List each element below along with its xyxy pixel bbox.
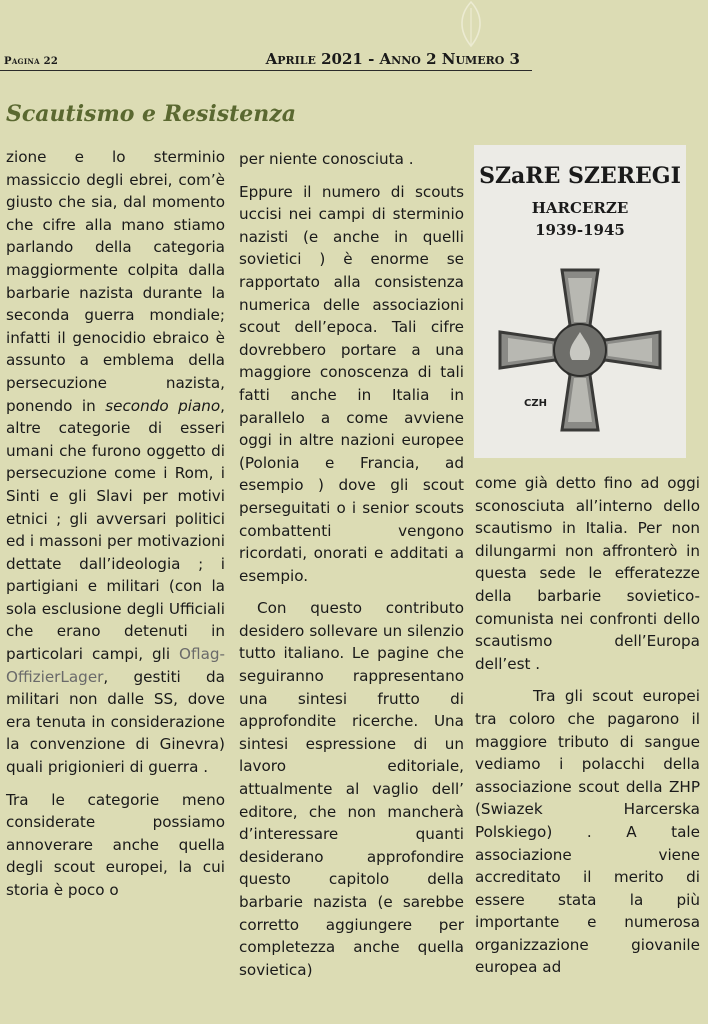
- paragraph: Tra le categorie meno considerate possiamo annoverare anche quella degli scout europei, la cui storia è poco o: [6, 790, 225, 899]
- text-column-1: [6, 146, 225, 902]
- page-header: [0, 48, 532, 71]
- paragraph: Eppure il numero di scouts uccisi nei campi di sterminio nazisti (e anche in quelli sovietici ) è enorme se rapportato alla consistenza numerica delle associazioni scout dell’epoca. Tali cifre dovrebbero portare a una maggiore conoscenza di tali fatti anche in Italia in parallelo a come avviene oggi in altre nazioni europee (Polonia e Francia, ad esempio ) dove gli scout perseguitati o i senior scouts combattenti vengono ricordati, onorati e additati a esempio.: [239, 182, 464, 585]
- paragraph: per niente conosciuta .: [239, 150, 414, 168]
- book-title: SZaRE SZEREGI: [479, 163, 681, 189]
- text-column-3: [475, 472, 700, 979]
- emblem-text: CZH: [524, 398, 547, 409]
- page-number: Pagina 22: [4, 56, 59, 67]
- book-years: 1939-1945: [535, 221, 625, 239]
- book-cover-illustration: [474, 145, 686, 458]
- paragraph: come già detto fino ad oggi sconosciuta all’interno dello scautismo in Italia. Per non dilungarmi non affronterò in questa sede le efferatezze della barbarie sovietico-comunista nei confronti dello scautismo dell’Europa dell’est .: [475, 474, 700, 673]
- paragraph: Tra gli scout europei tra coloro che pagarono il maggiore tributo di sangue vediamo i polacchi della associazione scout della ZHP (Swiazek Harcerska Polskiego) . A tale associazione viene accreditato il merito di essere stata la più importante e numerosa organizzazione giovanile europea ad: [475, 687, 700, 977]
- text-column-2: [239, 148, 464, 981]
- paragraph: Con questo contributo desidero sollevare un silenzio tutto italiano. Le pagine che seguiranno rappresentano una sintesi frutto di approfondite ricerche. Una sintesi espressione di un lavoro editoriale, attualmente al vaglio dell’ editore, che non mancherà d’interessare quanti desiderano approfondire questo capitolo della barbarie nazista (e sarebbe corretto aggiungere per completezza anche quella sovietica): [239, 599, 464, 979]
- paragraph: zione e lo sterminio massiccio degli ebrei, com’è giusto che sia, dal momento che cifre alla mano stiamo parlando della categoria maggiormente colpita dalla barbarie nazista durante la seconda guerra mondiale; infatti il genocidio ebraico è assunto a emblema della persecuzione nazista, ponendo in secondo piano, altre categorie di esseri umani che furono oggetto di persecuzione come i Rom, i Sinti e gli Slavi per motivi etnici ; gli avversari politici ed i massoni per motivazioni dettate dall’ideologia ; i partigiani e militari (con la sola esclusione degli Ufficiali che erano detenuti in particolari campi, gli Oflag-OffizierLager, gestiti da militari non dalle SS, dove era tenuta in considerazione la convenzione di Ginevra) quali prigionieri di guerra .: [6, 148, 225, 777]
- book-cover-image: [474, 145, 686, 458]
- book-subtitle: HARCERZE: [531, 199, 629, 217]
- oflag-term: Oflag-OffizierLager: [6, 645, 225, 686]
- emphasis-text: secondo piano: [105, 396, 221, 415]
- leaf-ornament-icon: [446, 0, 496, 48]
- article-title: Scautismo e Resistenza: [6, 101, 297, 127]
- issue-info: Aprile 2021 - Anno 2 Numero 3: [265, 50, 520, 68]
